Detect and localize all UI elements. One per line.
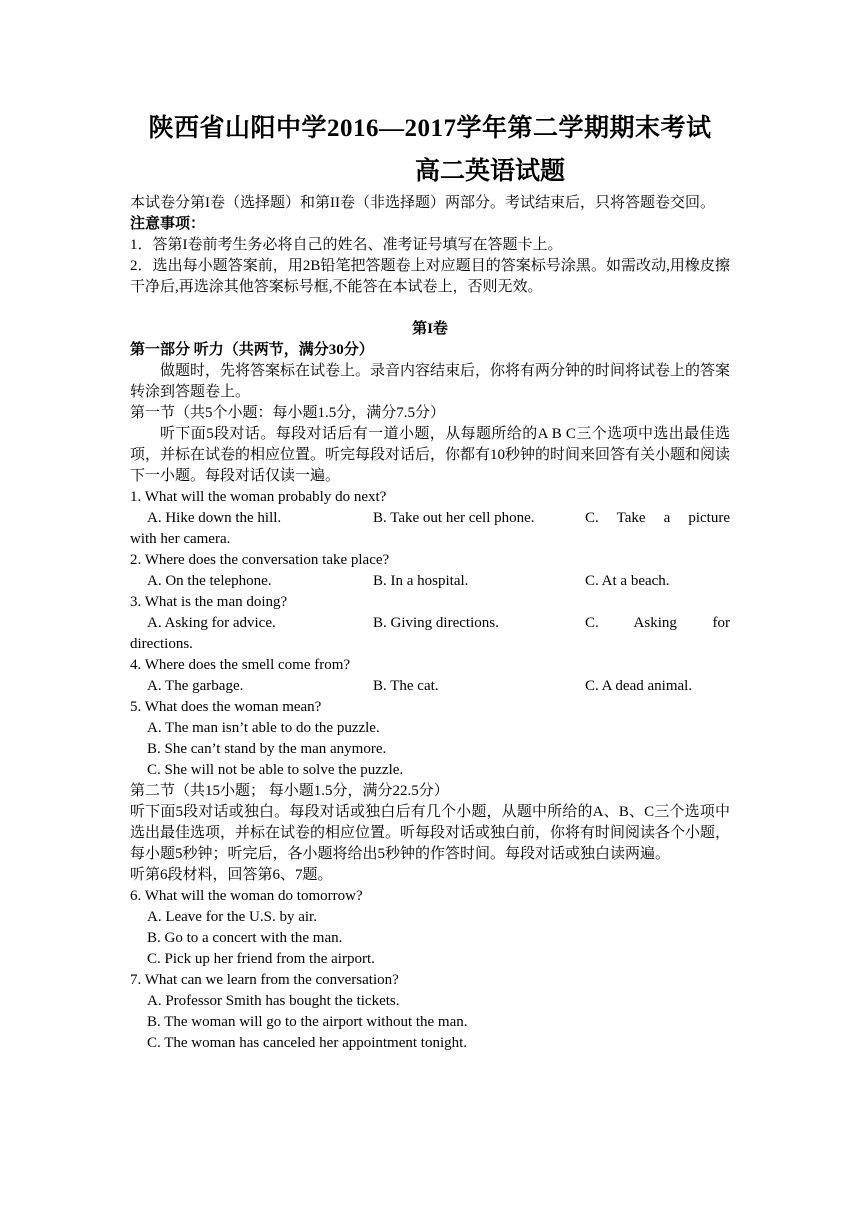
question-6-stem: 6. What will the woman do tomorrow?: [130, 888, 363, 904]
question-4-stem: 4. Where does the smell come from?: [130, 657, 351, 673]
question-4-option-a: A. The garbage.: [147, 678, 244, 694]
question-4-option-b: B. The cat.: [373, 678, 439, 694]
question-2-options: [130, 571, 730, 592]
section2-instructions: 听下面5段对话或独白。每段对话或独白后有几个小题，从题中所给的A、B、C三个选项中选出最佳选项，并标在试卷的相应位置。听每段对话或独白前，你将有时间阅读各个小题，每小题5秒钟；听完后，各小题将给出5秒钟的作答时间。每段对话或独白读两遍。: [130, 804, 731, 862]
question-2-option-b: B. In a hospital.: [373, 573, 469, 589]
question-2-stem: 2. Where does the conversation take place?: [130, 552, 390, 568]
question-6-option-c: C. Pick up her friend from the airport.: [147, 951, 375, 967]
question-2-option-c: C. At a beach.: [585, 573, 670, 589]
intro-paragraph: 本试卷分第I卷（选择题）和第II卷（非选择题）两部分。考试结束后，只将答题卷交回。: [130, 195, 715, 211]
question-7-stem: 7. What can we learn from the conversation?: [130, 972, 399, 988]
question-1-options: [130, 508, 730, 529]
question-4-options: [130, 676, 730, 697]
section1-heading: 第一节（共5个小题：每小题1.5分，满分7.5分）: [130, 405, 446, 421]
question-1-option-c: C. Take a picture: [585, 510, 730, 526]
question-5-option-b: B. She can’t stand by the man anymore.: [147, 741, 387, 757]
notice-heading: 注意事项：: [130, 216, 206, 232]
question-3-option-a: A. Asking for advice.: [147, 615, 276, 631]
notice-item-2: 2．选出每小题答案前，用2B铅笔把答题卷上对应题目的答案标号涂黑。如需改动,用橡皮擦干净后,再选涂其他答案标号框,不能答在本试卷上，否则无效。: [130, 258, 730, 295]
notice-item-1: 1．答第I卷前考生务必将自己的姓名、准考证号填写在答题卡上。: [130, 237, 563, 253]
spacer: [130, 298, 730, 319]
part1-instructions: 做题时，先将答案标在试卷上。录音内容结束后，你将有两分钟的时间将试卷上的答案转涂到答题卷上。: [130, 363, 731, 400]
material-6-heading: 听第6段材料，回答第6、7题。: [130, 867, 333, 883]
question-1-option-a: A. Hike down the hill.: [147, 510, 282, 526]
question-1-option-b: B. Take out her cell phone.: [373, 510, 535, 526]
section1-instructions: 听下面5段对话。每段对话后有一道小题，从每题所给的A B C三个选项中选出最佳选项，并标在试卷的相应位置。听完每段对话后，你都有10秒钟的时间来回答有关小题和阅读下一小题。每段对话仅读一遍。: [130, 426, 731, 484]
question-3-option-c: C. Asking for: [585, 615, 730, 631]
question-5-option-a: A. The man isn’t able to do the puzzle.: [147, 720, 380, 736]
question-4-option-c: C. A dead animal.: [585, 678, 693, 694]
question-2-option-a: A. On the telephone.: [147, 573, 272, 589]
exam-subtitle: 高二英语试题: [415, 158, 566, 185]
part1-heading: 第一部分 听力（共两节，满分30分）: [130, 342, 374, 358]
question-1-stem: 1. What will the woman probably do next?: [130, 489, 387, 505]
question-3-options: [130, 613, 730, 634]
question-7-option-b: B. The woman will go to the airport without the man.: [147, 1014, 468, 1030]
question-5-stem: 5. What does the woman mean?: [130, 699, 322, 715]
question-3-option-b: B. Giving directions.: [373, 615, 499, 631]
question-1-option-c-wrap: with her camera.: [130, 531, 231, 547]
volume-heading: 第I卷: [412, 321, 448, 337]
question-5-option-c: C. She will not be able to solve the puzzle.: [147, 762, 404, 778]
exam-body: [130, 193, 730, 1054]
question-3-option-c-wrap: directions.: [130, 636, 193, 652]
section2-heading: 第二节（共15小题； 每小题1.5分，满分22.5分）: [130, 783, 449, 799]
question-6-option-a: A. Leave for the U.S. by air.: [147, 909, 317, 925]
question-3-stem: 3. What is the man doing?: [130, 594, 288, 610]
question-6-option-b: B. Go to a concert with the man.: [147, 930, 343, 946]
question-7-option-c: C. The woman has canceled her appointment tonight.: [147, 1035, 468, 1051]
exam-title: 陕西省山阳中学2016—2017学年第二学期期末考试: [148, 115, 712, 142]
question-7-option-a: A. Professor Smith has bought the tickets.: [147, 993, 400, 1009]
